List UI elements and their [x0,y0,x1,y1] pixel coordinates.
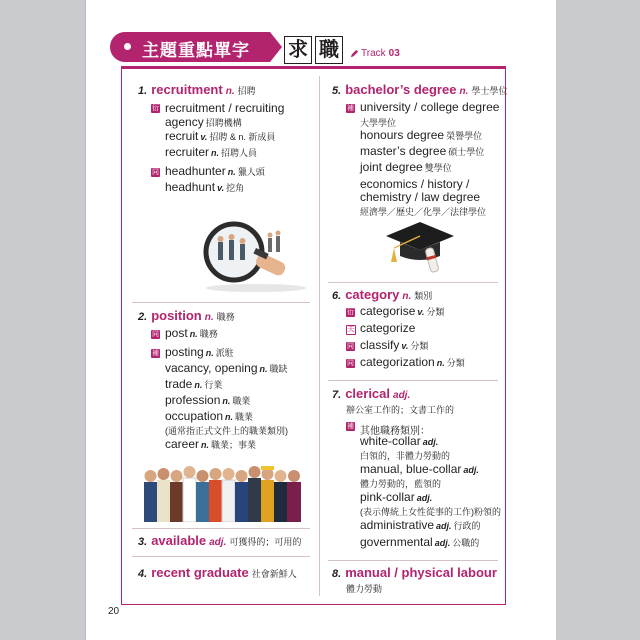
entry-line: vacancy, opening n. 職缺 [165,361,288,375]
entry-line: occupation n. 職業 [165,409,254,423]
entry-line: classify v. 分類 [360,338,429,352]
track-label: Track [361,48,386,59]
topic-char: 職 [315,36,343,64]
entry-note: 經濟學／歷史／化學／法律學位 [360,207,487,217]
synonym-tag: 同 [152,331,159,338]
entry-line: joint degree 雙學位 [360,160,452,174]
audio-track[interactable] [350,48,400,59]
translation: 招聘 [237,86,256,96]
entry-line: trade n. 行業 [165,377,223,391]
headword: recruitment [151,82,223,97]
entry-line: post n. 職務 [165,326,218,340]
entry-6-head: 6. category n. 類別 [332,287,433,302]
entry-line: manual, blue-collar adj. [360,462,479,476]
workers-image [142,460,304,522]
topic-char: 求 [284,36,312,64]
track-number: 03 [388,48,400,59]
supplement-tag: 補 [347,423,354,430]
entry-note: 大學學位 [360,118,397,128]
entry-line: administrative adj. 行政的 [360,518,481,532]
entry-line: categorization n. 分類 [360,355,465,369]
entry-definition: 辦公室工作的；文書工作的 [346,405,455,415]
section-banner [110,32,270,62]
synonym-tag: 同 [347,360,354,367]
divider [328,380,498,381]
entry-line: recruiter n. 招聘人員 [165,145,258,159]
synonym-tag: 同 [347,343,354,350]
topic-label [284,36,346,64]
entry-note: 體力勞動的，藍領的 [360,479,442,489]
entry-line: profession n. 職業 [165,393,251,407]
entry-line: pink-collar adj. [360,490,433,504]
entry-line: agency 招聘機構 [165,115,242,129]
entry-5-head: 5. bachelor’s degree n. 學士學位 [332,82,508,97]
entry-line: chemistry / law degree [360,190,481,204]
entry-definition: 體力勞動 [346,584,383,594]
entry-note: (通常指正式文件上的職業類別) [165,426,288,436]
entry-line: recruit v. 招聘 & n. 新成員 [165,129,276,143]
entry-3-head: 3. available adj. 可獲得的；可用的 [138,533,302,548]
entry-line: economics / history / [360,177,470,191]
supplement-tag: 補 [152,350,159,357]
column-divider [319,76,320,596]
entry-line: posting n. 派駐 [165,345,234,359]
derivative-tag: 衍 [347,309,354,316]
divider [132,528,310,529]
entry-line: categorise v. 分類 [360,304,445,318]
supplement-tag: 補 [347,105,354,112]
entry-line: master’s degree 碩士學位 [360,144,485,158]
entry-line: governmental adj. 公職的 [360,535,480,549]
entry-line: categorize [360,321,416,335]
divider [132,556,310,557]
entry-line: career n. 職業；事業 [165,437,257,451]
entry-line: headhunt v. 挖角 [165,180,245,194]
entry-line: headhunter n. 獵人頭 [165,164,265,178]
entry-line: honours degree 榮譽學位 [360,128,483,142]
entry-4-head: 4. recent graduate 社會新鮮人 [138,565,297,580]
derivative-tag: 衍 [152,105,159,112]
entry-note: 其他職務類別： [360,426,430,437]
pen-icon [350,49,359,58]
entry-2-head: 2. position n. 職務 [138,308,235,323]
entry-line: recruitment / recruiting [165,101,285,115]
divider [328,560,498,561]
banner-tail [270,32,282,62]
entry-line: white-collar adj. [360,434,439,448]
related-tag: 关 [347,326,355,333]
page-number: 20 [108,606,120,617]
entry-line: university / college degree [360,100,500,114]
graduation-cap-image [378,218,458,274]
entry-note: (表示傳統上女性從事的工作)粉領的 [360,507,501,517]
entry-7-head: 7. clerical adj. [332,386,411,401]
divider [132,302,310,303]
synonym-tag: 同 [152,169,159,176]
entry-8-head: 8. manual / physical labour [332,565,497,580]
entry-note: 白領的，非體力勞動的 [360,451,451,461]
entry-1-head [138,82,256,97]
magnifier-image [196,212,308,294]
section-title: 主題重點單字 [142,41,250,60]
divider [328,282,498,283]
part-of-speech: n. [225,86,235,97]
entry-number: 1. [138,85,148,97]
bullet-icon [124,43,131,50]
